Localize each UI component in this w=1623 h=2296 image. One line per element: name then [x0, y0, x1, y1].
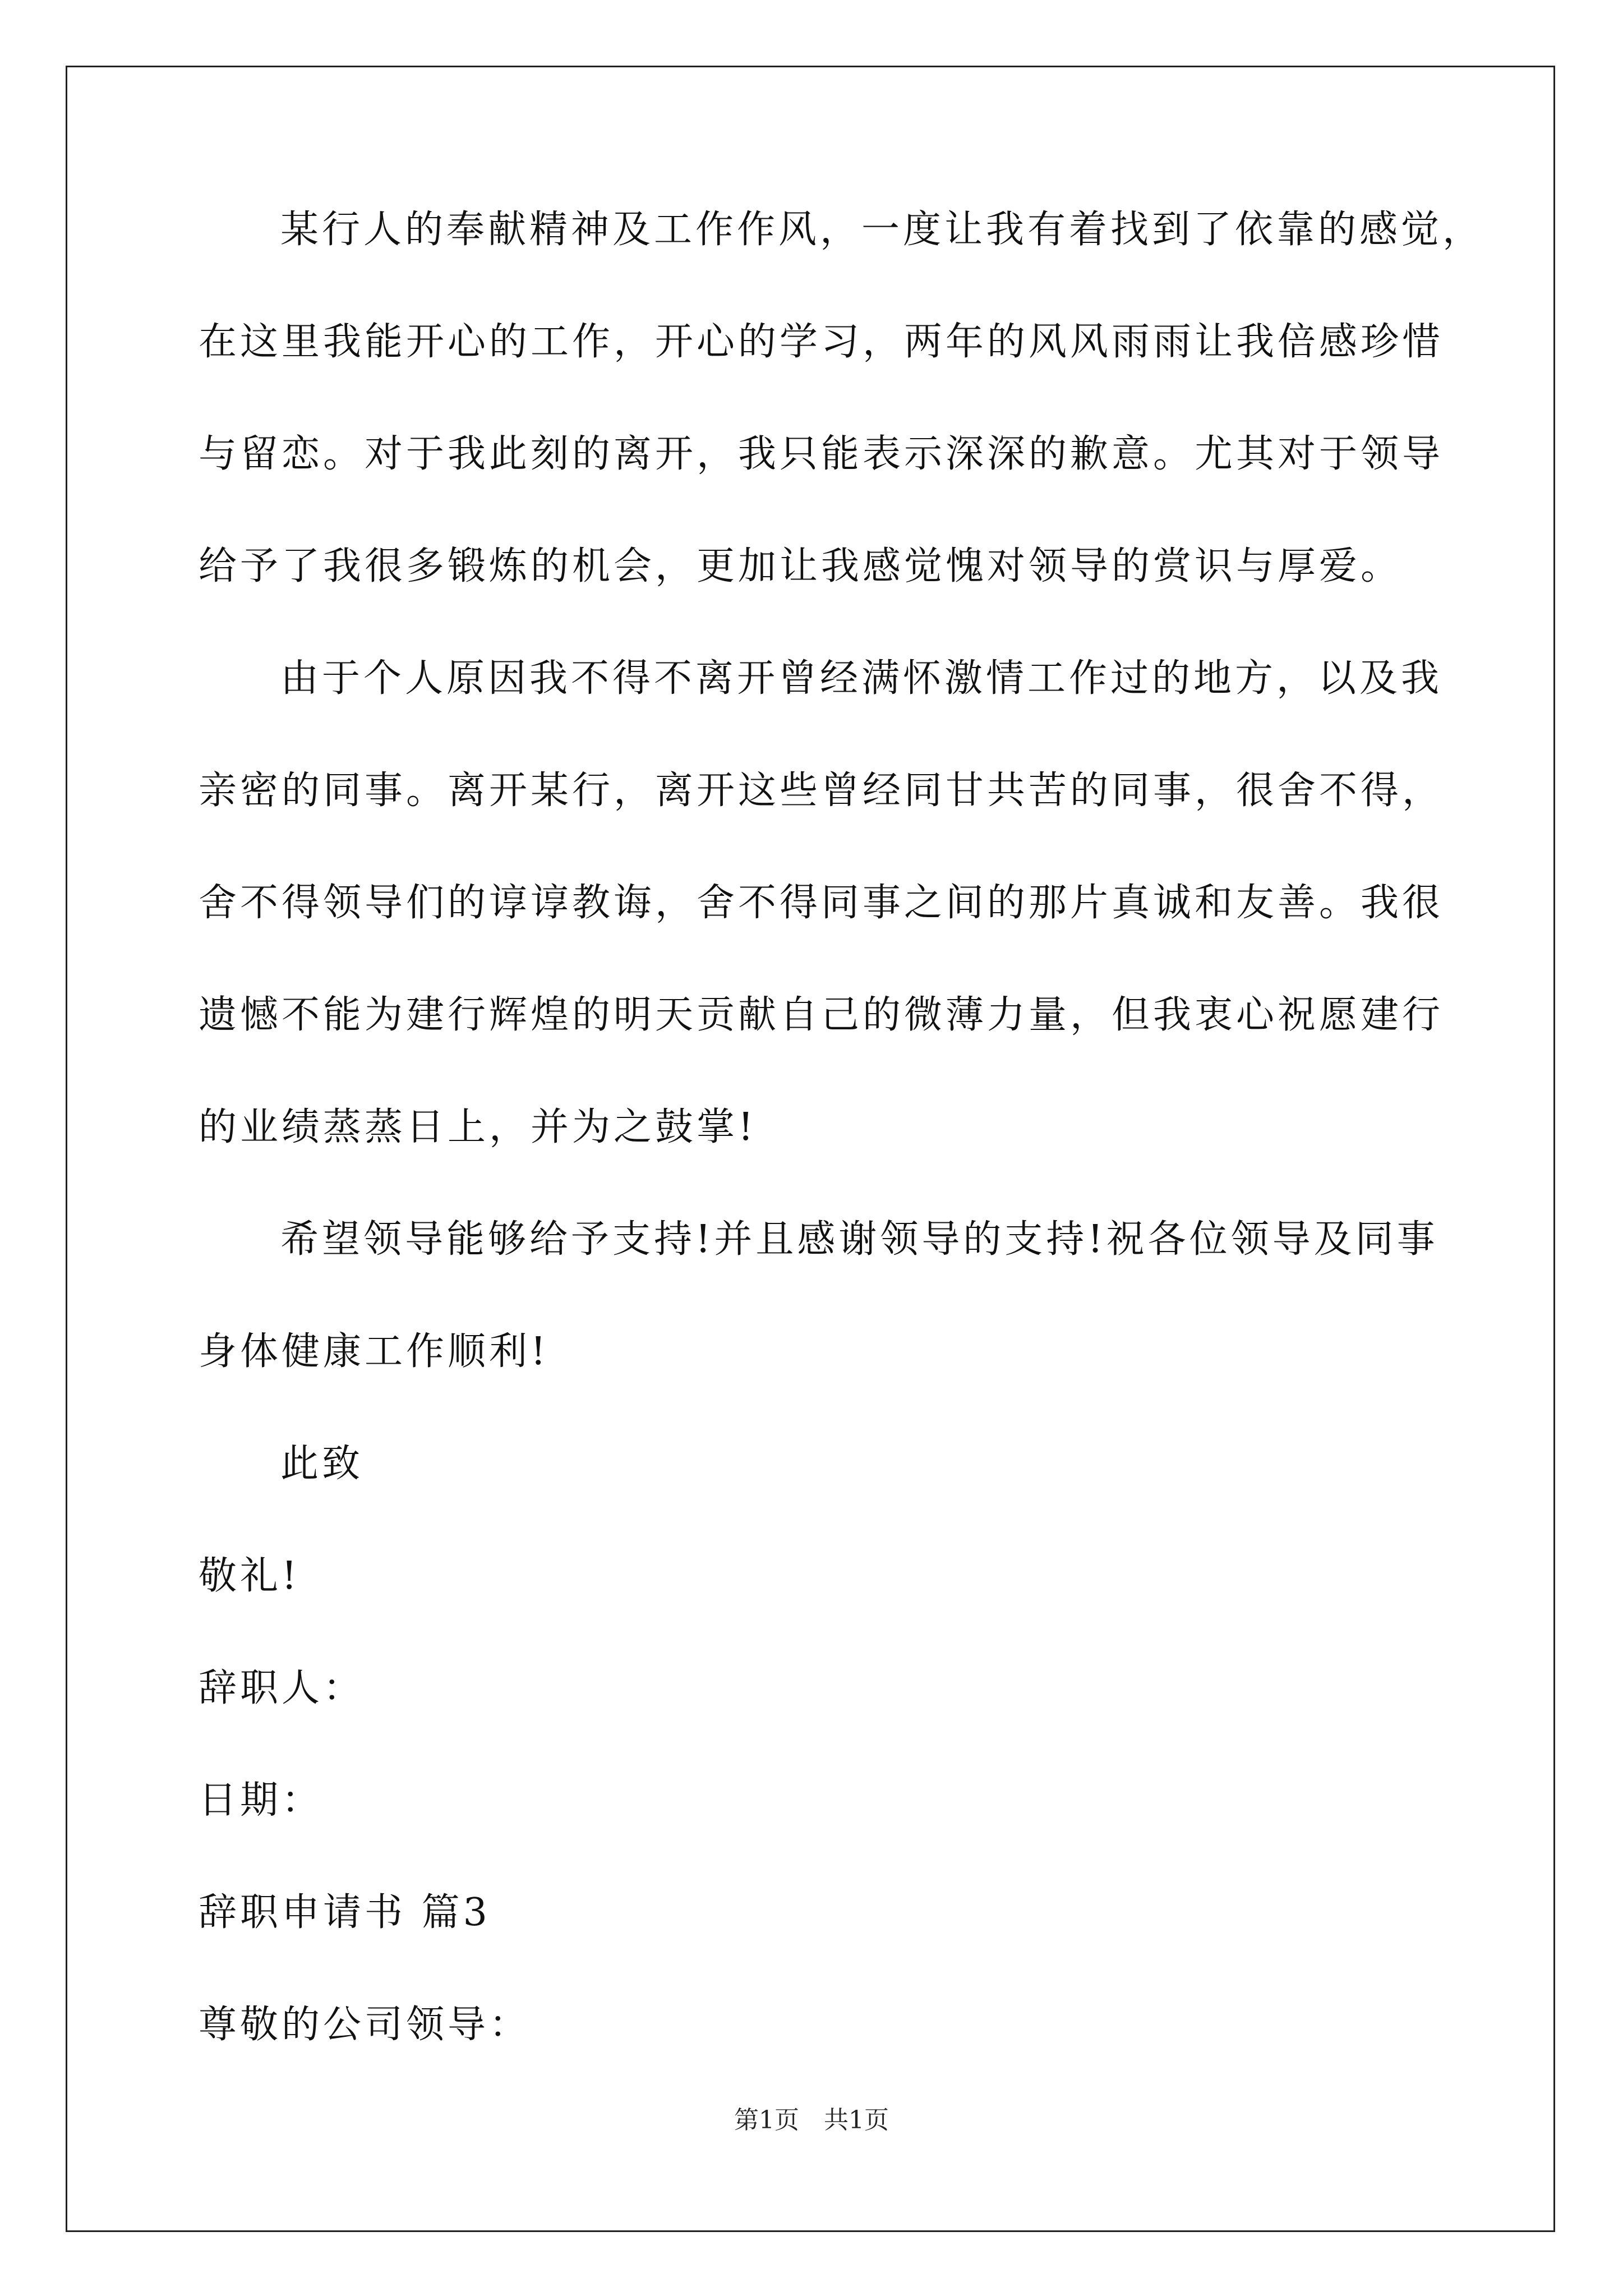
page-number-footer: 第1页 共1页: [734, 2106, 889, 2134]
paragraph-2-line-5: 的业绩蒸蒸日上，并为之鼓掌!: [199, 1105, 757, 1149]
section-title: 辞职申请书 篇3: [199, 1890, 491, 1935]
closing-salutation: 此致: [280, 1442, 364, 1486]
resigner-label: 辞职人：: [199, 1666, 365, 1710]
paragraph-3-line-2: 身体健康工作顺利!: [199, 1329, 550, 1374]
paragraph-3-line-1: 希望领导能够给予支持!并且感谢领导的支持!祝各位领导及同事: [280, 1217, 1438, 1262]
paragraph-2-line-2: 亲密的同事。离开某行，离开这些曾经同甘共苦的同事，很舍不得，: [199, 769, 1444, 813]
closing-regards: 敬礼!: [199, 1554, 301, 1598]
greeting-line: 尊敬的公司领导：: [199, 2003, 531, 2047]
paragraph-2-line-3: 舍不得领导们的谆谆教诲，舍不得同事之间的那片真诚和友善。我很: [199, 881, 1444, 925]
paragraph-1-line-3: 与留恋。对于我此刻的离开，我只能表示深深的歉意。尤其对于领导: [199, 432, 1444, 476]
date-label: 日期：: [199, 1778, 324, 1823]
paragraph-1-line-4: 给予了我很多锻炼的机会，更加让我感觉愧对领导的赏识与厚爱。: [199, 544, 1403, 588]
paragraph-1-line-2: 在这里我能开心的工作，开心的学习，两年的风风雨雨让我倍感珍惜: [199, 320, 1444, 364]
paragraph-1-line-1: 某行人的奉献精神及工作作风，一度让我有着找到了依靠的感觉，: [280, 208, 1484, 252]
paragraph-2-line-4: 遗憾不能为建行辉煌的明天贡献自己的微薄力量，但我衷心祝愿建行: [199, 993, 1444, 1037]
paragraph-2-line-1: 由于个人原因我不得不离开曾经满怀激情工作过的地方，以及我: [280, 656, 1443, 701]
